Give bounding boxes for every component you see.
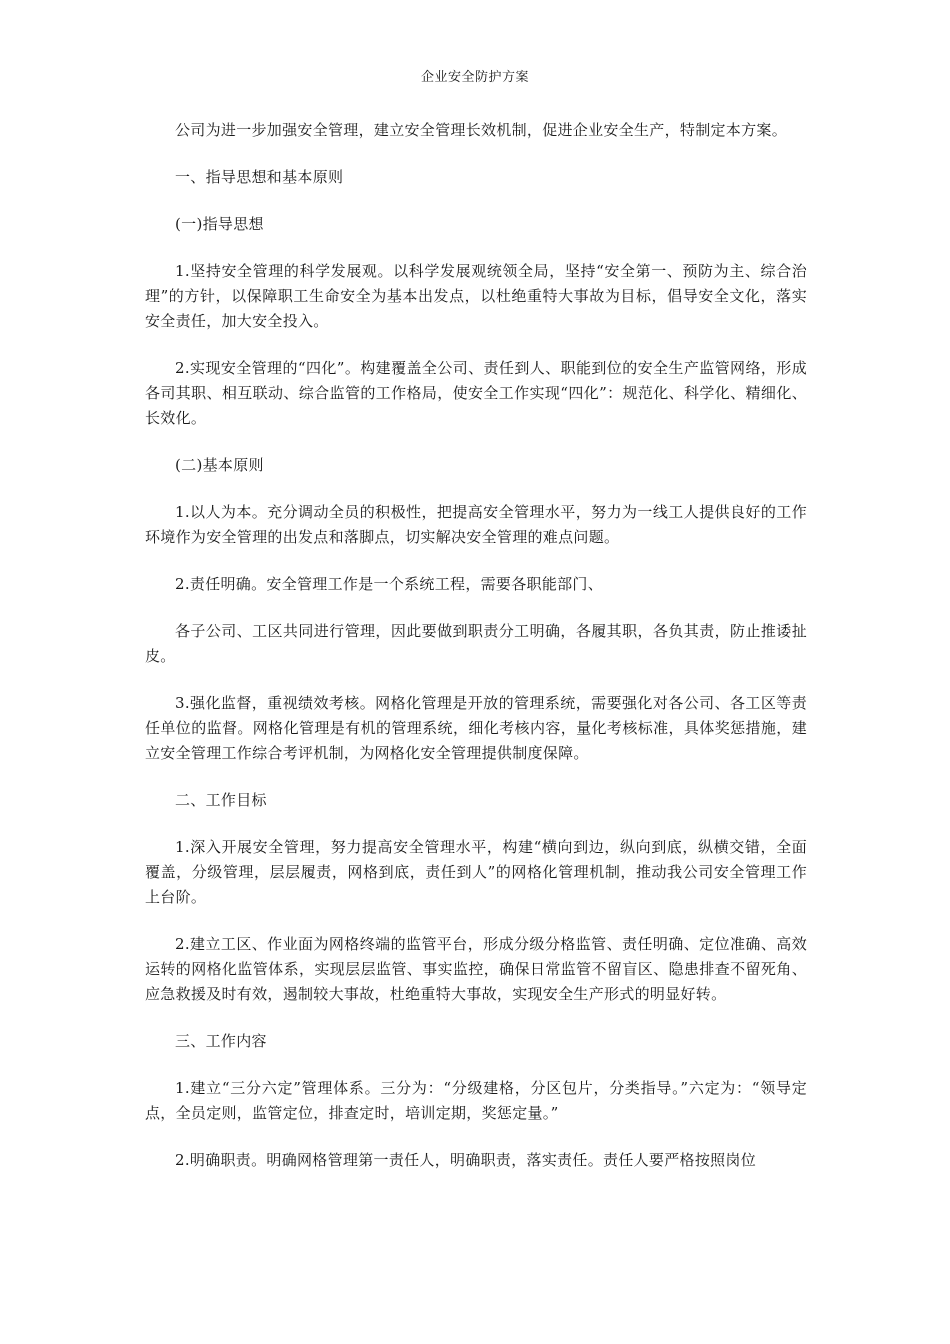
paragraph-guiding-2: 2.实现安全管理的“四化”。构建覆盖全公司、责任到人、职能到位的安全生产监管网络，形成各司其职、相互联动、综合监管的工作格局，使安全工作实现“四化”：规范化、科学化、精细化、长效化。: [145, 359, 807, 427]
section-heading-2: 二、工作目标: [175, 791, 267, 809]
document-title: 企业安全防护方案: [420, 70, 529, 85]
paragraph-content-2: 2.明确职责。明确网格管理第一责任人，明确职责，落实责任。责任人要严格按照岗位: [175, 1151, 757, 1169]
paragraph-principle-2-cont: 各子公司、工区共同进行管理，因此要做到职责分工明确，各履其职，各负其责，防止推诿扯皮。: [145, 622, 807, 665]
section-heading-3: 三、工作内容: [175, 1032, 267, 1050]
paragraph-principle-3: 3.强化监督，重视绩效考核。网格化管理是开放的管理系统，需要强化对各公司、各工区等责任单位的监督。网格化管理是有机的管理系统，细化考核内容，量化考核标准，具体奖惩措施，建立安全管理工作综合考评机制，为网格化安全管理提供制度保障。: [145, 694, 807, 762]
paragraph-goal-1: 1.深入开展安全管理，努力提高安全管理水平，构建“横向到边，纵向到底，纵横交错，全面覆盖，分级管理，层层履责，网格到底，责任到人”的网格化管理机制，推动我公司安全管理工作上台阶。: [145, 838, 807, 906]
paragraph-goal-2: 2.建立工区、作业面为网格终端的监管平台，形成分级分格监管、责任明确、定位准确、高效运转的网格化监管体系，实现层层监管、事实监控，确保日常监管不留盲区、隐患排查不留死角、应急救援及时有效，遏制较大事故，杜绝重特大事故，实现安全生产形式的明显好转。: [145, 935, 807, 1003]
document-body: [145, 118, 807, 1195]
subsection-heading-1-2: (二)基本原则: [175, 456, 264, 474]
paragraph-principle-1: 1.以人为本。充分调动全员的积极性，把提高安全管理水平，努力为一线工人提供良好的工作环境作为安全管理的出发点和落脚点，切实解决安全管理的难点问题。: [145, 503, 807, 546]
subsection-heading-1-1: (一)指导思想: [175, 215, 264, 233]
paragraph-content-1: 1.建立“三分六定”管理体系。三分为：“分级建格，分区包片，分类指导。”六定为：“领导定点，全员定则，监管定位，排查定时，培训定期，奖惩定量。”: [145, 1079, 807, 1122]
section-heading-1: 一、指导思想和基本原则: [175, 168, 344, 186]
intro-paragraph: 公司为进一步加强安全管理，建立安全管理长效机制，促进企业安全生产，特制定本方案。: [175, 121, 788, 139]
paragraph-guiding-1: 1.坚持安全管理的科学发展观。以科学发展观统领全局，坚持“安全第一、预防为主、综合治理”的方针，以保障职工生命安全为基本出发点，以杜绝重特大事故为目标，倡导安全文化，落实安全责任，加大安全投入。: [145, 262, 807, 330]
paragraph-principle-2: 2.责任明确。安全管理工作是一个系统工程，需要各职能部门、: [175, 575, 604, 593]
